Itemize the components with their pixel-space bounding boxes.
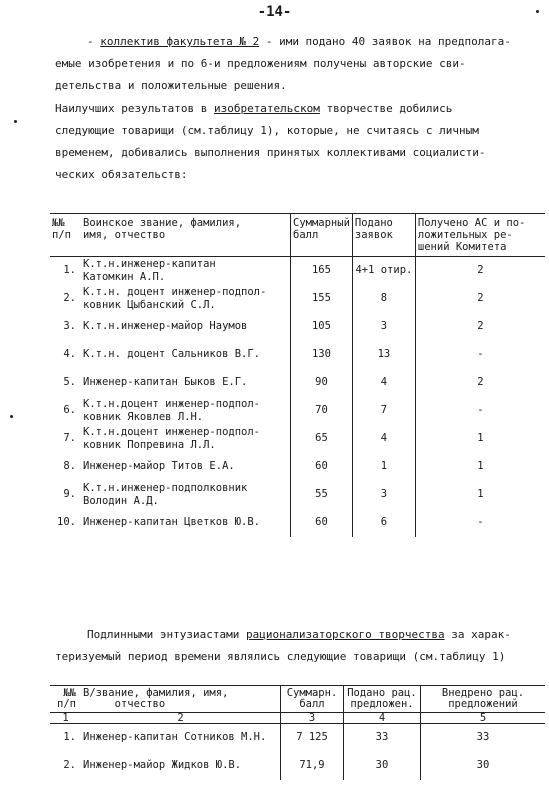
row-filed: 33	[344, 724, 421, 752]
row-received: 1	[477, 488, 484, 500]
header-score: Суммарн. балл	[281, 686, 344, 713]
row-score: 60	[291, 453, 353, 481]
row-filed: 1	[352, 453, 415, 481]
row-number: 6.	[63, 404, 76, 416]
col-number: 4	[344, 713, 421, 724]
inventors-table	[50, 213, 545, 537]
row-number: 8.	[63, 460, 76, 472]
margin-mark	[10, 415, 13, 418]
paragraph-faculty-2	[55, 31, 543, 97]
row-score: 165	[291, 257, 353, 285]
paragraph2-start: Наилучших результатов в	[55, 102, 214, 115]
header-num: №№ п/п	[50, 214, 81, 257]
table-header-row	[50, 686, 545, 713]
row-name: К.т.н.инженер-капитан Катомкин А.П.	[81, 257, 291, 285]
row-name: К.т.н.инженер-майор Наумов	[81, 313, 291, 341]
page-number: -14-	[257, 4, 292, 20]
row-received: 1	[477, 432, 484, 444]
row-number: 5.	[63, 376, 76, 388]
row-number: 2.	[63, 292, 76, 304]
row-number: 2.	[63, 759, 76, 771]
row-filed: 6	[352, 509, 415, 537]
table-row	[50, 285, 545, 313]
row-received: 2	[477, 320, 484, 332]
row-received: 2	[477, 376, 484, 388]
rationalizers-table	[50, 685, 545, 780]
margin-mark	[536, 10, 539, 13]
row-received: -	[477, 516, 484, 528]
paragraph-inventors	[55, 98, 543, 186]
row-filed: 4	[352, 369, 415, 397]
header-received: Получено АС и по- ложительных ре- шений Комитета	[415, 214, 545, 257]
paragraph3-start: Подлинными энтузиастами	[87, 628, 246, 641]
rationalizers-table-body	[50, 724, 545, 780]
header-filed: Подано заявок	[352, 214, 415, 257]
paragraph1-line1: - ими подано 40 заявок на предполага-	[259, 35, 511, 48]
dash: -	[87, 35, 101, 48]
paragraph3-line2: теризуемый период времени являлись следующие товарищи (см.таблицу 1)	[55, 650, 506, 663]
table-row	[50, 509, 545, 537]
header-name: В/звание, фамилия, имя, отчество	[81, 686, 281, 713]
row-implemented: 30	[476, 759, 490, 771]
margin-mark	[14, 120, 17, 123]
row-received: 1	[477, 460, 484, 472]
paragraph3-underlined: рационализаторского творчества	[245, 628, 445, 641]
header-score: Суммарный балл	[291, 214, 353, 257]
row-score: 60	[291, 509, 353, 537]
row-number: 1.	[63, 264, 76, 277]
row-filed: 3	[352, 313, 415, 341]
row-filed: 4	[352, 425, 415, 453]
table-row	[50, 453, 545, 481]
row-number: 9.	[63, 488, 76, 500]
row-number: 7.	[63, 432, 76, 444]
paragraph2-line2: следующие товарищи (см.таблицу 1), которые, не считаясь с личным	[55, 124, 479, 137]
table-row	[50, 752, 545, 780]
paragraph1-line2: емые изобретения и по 6-и предложениям получены авторские сви-	[55, 57, 466, 70]
table-header-row	[50, 214, 545, 257]
header-filed: Подано рац. предложен.	[344, 686, 421, 713]
row-name: Инженер-капитан Сотников М.Н.	[81, 724, 281, 752]
row-filed: 4+1 отир.	[352, 257, 415, 285]
column-number-row	[50, 713, 545, 724]
row-number: 10.	[57, 516, 76, 528]
row-name: К.т.н. доцент инженер-подпол- ковник Цыбанский С.Л.	[81, 285, 291, 313]
table-row	[50, 257, 545, 285]
paragraph-rationalizers	[55, 624, 543, 668]
table-row	[50, 397, 545, 425]
faculty-name: коллектив факультета № 2	[100, 35, 260, 48]
row-score: 55	[291, 481, 353, 509]
row-score: 130	[291, 341, 353, 369]
paragraph2-rest: творчестве добились	[319, 102, 453, 115]
row-name: Инженер-капитан Быков Е.Г.	[81, 369, 291, 397]
row-implemented: 33	[476, 731, 490, 744]
row-filed: 13	[352, 341, 415, 369]
row-name: Инженер-капитан Цветков Ю.В.	[81, 509, 291, 537]
row-score: 105	[291, 313, 353, 341]
row-score: 65	[291, 425, 353, 453]
row-number: 4.	[63, 348, 76, 360]
row-name: К.т.н.инженер-подполковник Володин А.Д.	[81, 481, 291, 509]
row-received: -	[477, 404, 484, 416]
row-filed: 7	[352, 397, 415, 425]
row-filed: 30	[344, 752, 421, 780]
row-score: 155	[291, 285, 353, 313]
col-number: 3	[281, 713, 344, 724]
table-row	[50, 425, 545, 453]
row-name: К.т.н.доцент инженер-подпол- ковник Попревина Л.Л.	[81, 425, 291, 453]
table-row	[50, 481, 545, 509]
row-number: 3.	[63, 320, 76, 332]
row-score: 71,9	[281, 752, 344, 780]
inventors-table-body	[50, 257, 545, 537]
row-received: 2	[477, 292, 484, 304]
row-filed: 3	[352, 481, 415, 509]
col-number: 1	[50, 713, 81, 724]
paragraph3-rest: за харак-	[444, 628, 511, 641]
paragraph2-underlined: изобретательском	[213, 102, 320, 115]
header-num: №№ п/п	[50, 686, 81, 713]
table-row	[50, 341, 545, 369]
col-number: 2	[81, 713, 281, 724]
row-name: К.т.н.доцент инженер-подпол- ковник Яковлев Л.Н.	[81, 397, 291, 425]
header-implemented: Внедрено рац. предложений	[421, 686, 546, 713]
table-row	[50, 724, 545, 752]
paragraph2-line3: временем, добивались выполнения принятых коллективами социалисти-	[55, 146, 486, 159]
row-name: К.т.н. доцент Сальников В.Г.	[81, 341, 291, 369]
row-score: 70	[291, 397, 353, 425]
row-score: 90	[291, 369, 353, 397]
row-score: 7 125	[281, 724, 344, 752]
col-number: 5	[421, 713, 546, 724]
row-name: Инженер-майор Титов Е.А.	[81, 453, 291, 481]
header-name: Воинское звание, фамилия, имя, отчество	[81, 214, 291, 257]
row-name: Инженер-майор Жидков Ю.В.	[81, 752, 281, 780]
row-filed: 8	[352, 285, 415, 313]
paragraph1-line3: детельства и положительные решения.	[55, 79, 287, 92]
row-received: 2	[477, 264, 484, 277]
table-row	[50, 369, 545, 397]
row-received: -	[477, 348, 484, 360]
table-row	[50, 313, 545, 341]
paragraph2-line4: ческих обязательств:	[55, 168, 188, 181]
row-number: 1.	[63, 731, 76, 744]
